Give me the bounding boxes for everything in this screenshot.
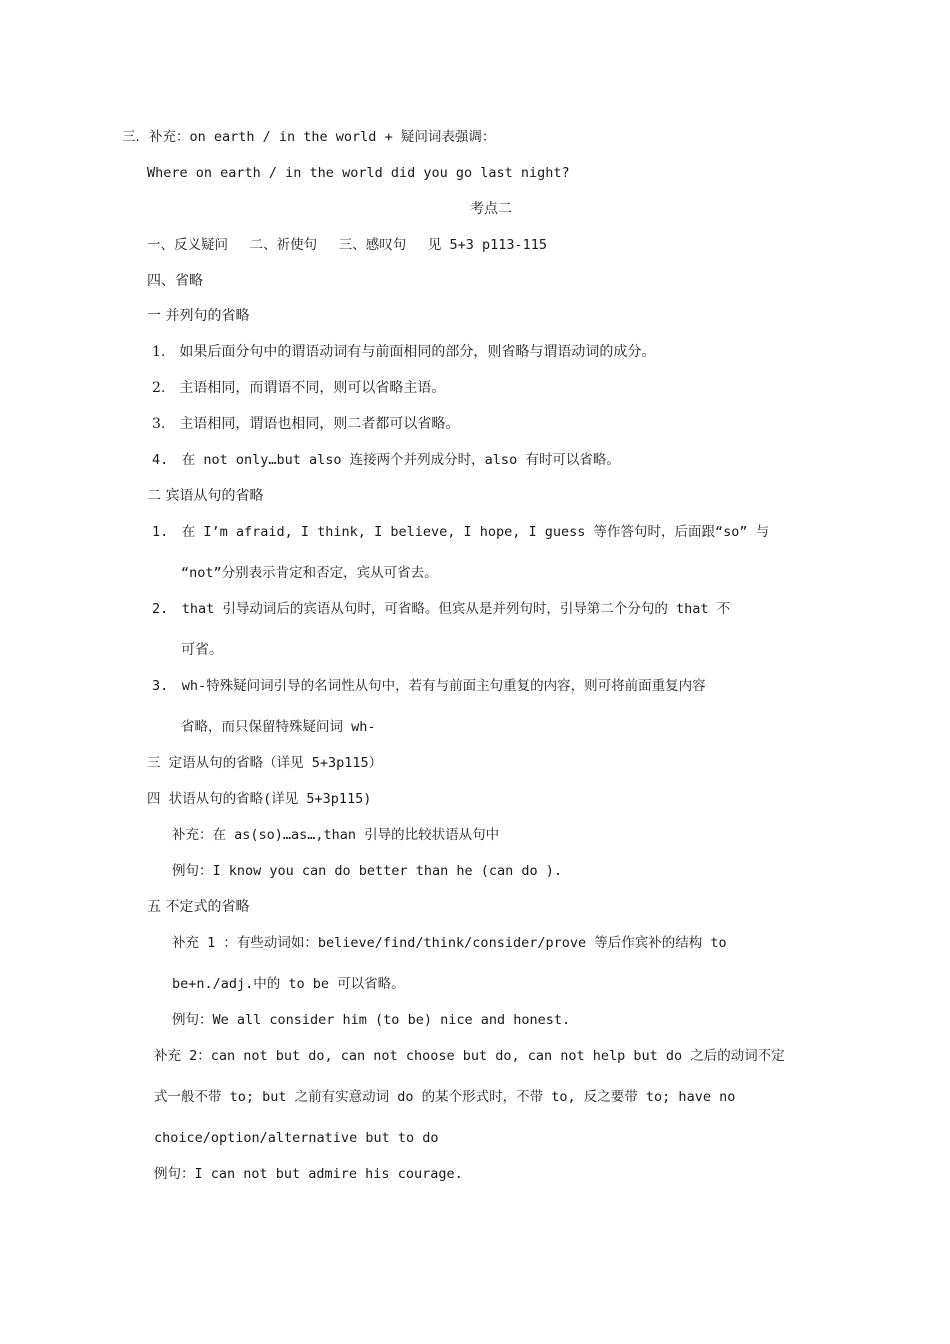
supplement-heading: 三．补充：on earth / in the world + 疑问词表强调： — [122, 129, 496, 145]
supplement-note-continuation: be+n./adj.中的 to be 可以省略。 — [172, 976, 405, 992]
subheading-object-clause: 二 宾语从句的省略 — [147, 488, 264, 504]
subheading-adverbial-clause: 四 状语从句的省略(详见 5+3p115) — [147, 791, 372, 807]
supplement-note: 补充 1 ：有些动词如：believe/find/think/consider/prove 等后作宾补的结构 to — [172, 935, 727, 951]
supplement-note-continuation: choice/option/alternative but to do — [154, 1130, 439, 1146]
list-item: 1. 如果后面分句中的谓语动词有与前面相同的部分，则省略与谓语动词的成分。 — [152, 344, 656, 360]
section-title: 考点二 — [470, 201, 512, 217]
list-item-continuation: 省略，而只保留特殊疑问词 wh- — [181, 719, 376, 735]
subheading-infinitive: 五 不定式的省略 — [147, 899, 250, 915]
topic-heading-ellipsis: 四、省略 — [147, 273, 203, 289]
supplement-note: 补充 2：can not but do, can not choose but do, can not help but do 之后的动词不定 — [154, 1048, 785, 1064]
example-sentence: Where on earth / in the world did you go last night? — [147, 165, 570, 181]
list-item: 3. wh-特殊疑问词引导的名词性从句中，若有与前面主句重复的内容，则可将前面重复内容 — [152, 678, 706, 694]
list-item: 2. that 引导动词后的宾语从句时，可省略。但宾从是并列句时，引导第二个分句的 that 不 — [152, 601, 731, 617]
list-item: 2. 主语相同，而谓语不同，则可以省略主语。 — [152, 380, 446, 396]
list-item: 1. 在 I’m afraid, I think, I believe, I hope, I guess 等作答句时，后面跟“so” 与 — [152, 524, 770, 540]
subheading-coordinate: 一 并列句的省略 — [147, 308, 250, 324]
example-sentence: 例句：I know you can do better than he (can do ). — [172, 863, 562, 879]
example-sentence: 例句：We all consider him (to be) nice and honest. — [172, 1012, 571, 1028]
supplement-note-continuation: 式一般不带 to; but 之前有实意动词 do 的某个形式时，不带 to, 反之要带 to; have no — [154, 1089, 736, 1105]
topic-list: 一、反义疑问 二、祈使句 三、感叹句 见 5+3 p113-115 — [147, 237, 548, 253]
supplement-note: 补充：在 as(so)…as…,than 引导的比较状语从句中 — [172, 827, 500, 843]
list-item: 4. 在 not only…but also 连接两个并列成分时，also 有时可以省略。 — [152, 452, 620, 468]
list-item: 3. 主语相同，谓语也相同，则二者都可以省略。 — [152, 416, 460, 432]
subheading-attributive-clause: 三 定语从句的省略（详见 5+3p115） — [147, 755, 383, 771]
example-sentence: 例句：I can not but admire his courage. — [154, 1166, 463, 1182]
list-item-continuation: “not”分别表示肯定和否定，宾从可省去。 — [181, 565, 438, 581]
list-item-continuation: 可省。 — [181, 642, 223, 658]
